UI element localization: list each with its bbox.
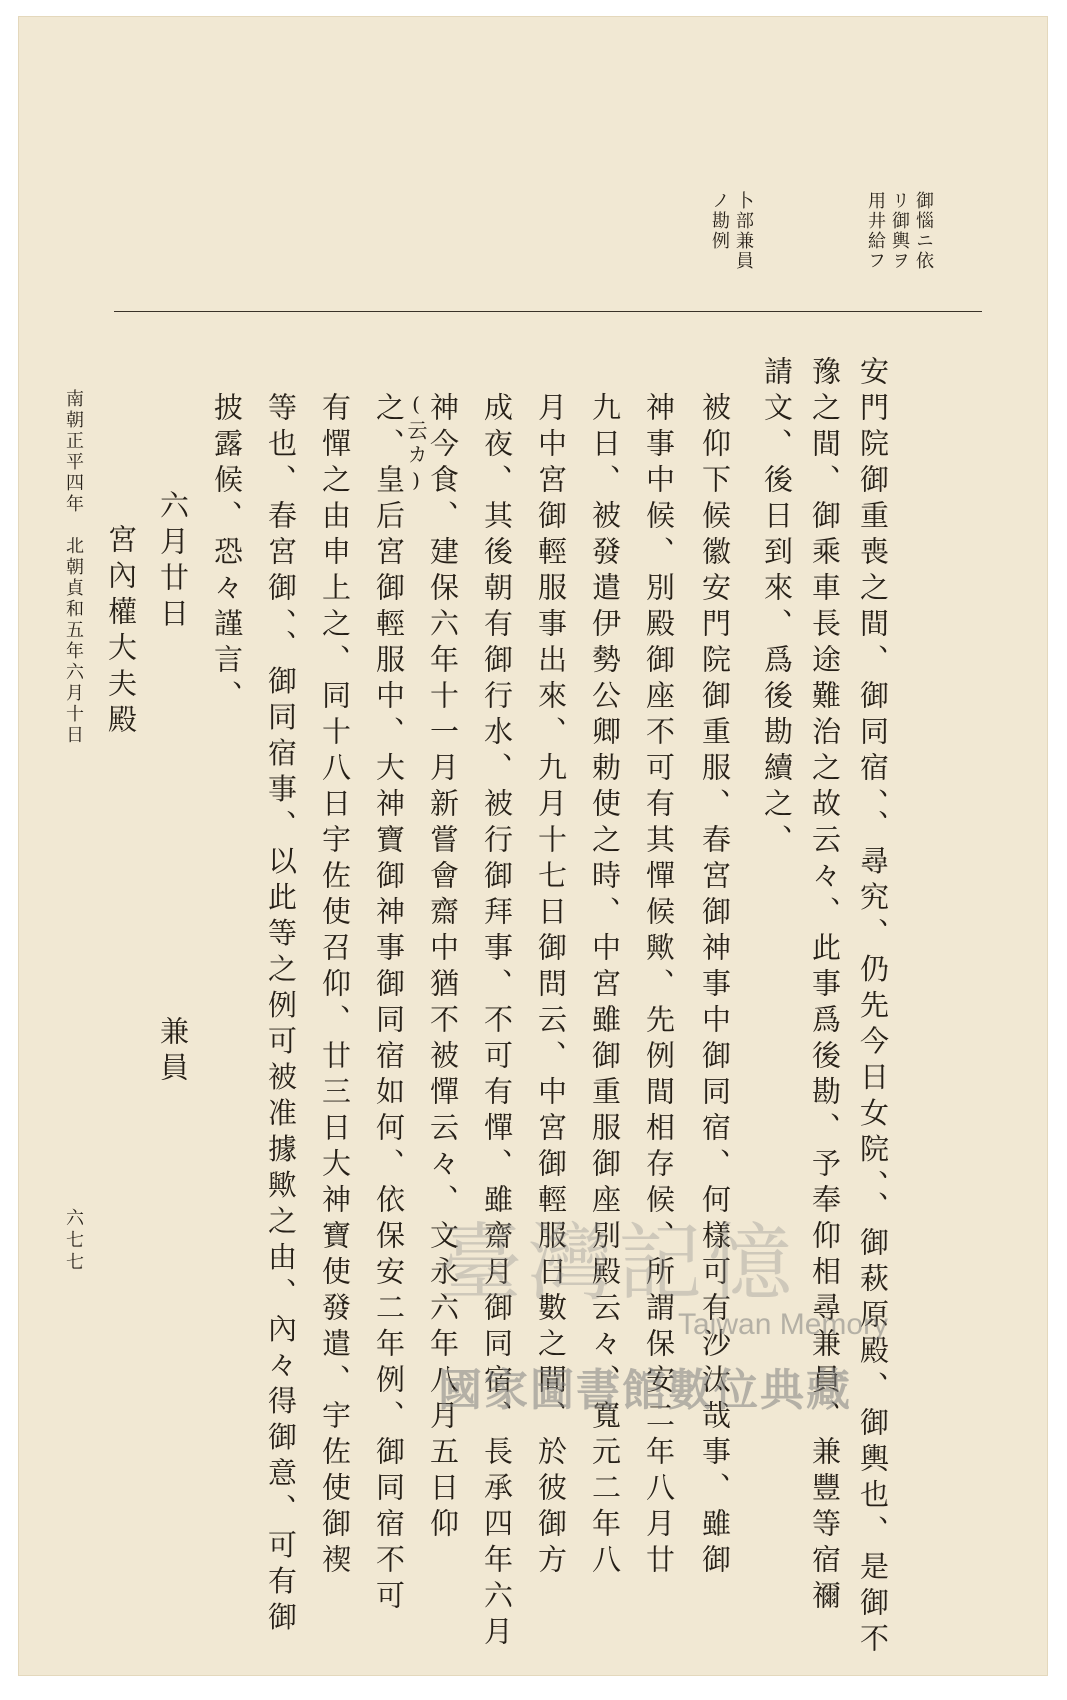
page-number: 六七七 — [63, 1208, 84, 1274]
body-column: 有憚之由申上之、同十八日宇佐使召仰、廿三日大神寶使發遣、宇佐使御禊 — [318, 392, 352, 1580]
body-column: 請文、後日到來、爲後勘續之、 — [760, 356, 794, 860]
body-column: 月中宮御輕服事出來、九月十七日御問云、中宮御輕服日數之間、於彼御方 — [534, 392, 568, 1580]
header-rule — [114, 311, 982, 312]
margin-note-1-col2: リ御輿ヲ — [889, 191, 910, 271]
body-column: 神事中候、別殿御座不可有其憚候歟、先例間相存候、所謂保安二年八月廿 — [642, 392, 676, 1580]
body-column: 豫之間、御乘車長途難治之故云々、此事爲後勘、予奉仰相尋兼員、兼豐等宿禰 — [808, 356, 842, 1616]
signature: 兼員 — [156, 1016, 190, 1088]
watermark-logo: 臺灣記憶 — [438, 1214, 799, 1312]
body-column: 成夜、其後朝有御行水、被行御拜事、不可有憚、雖齋月御同宿、長承四年六月 — [480, 392, 514, 1652]
body-column: 披露候、恐々謹言、 — [210, 392, 244, 716]
body-column: 九日、被發遣伊勢公卿勅使之時、中宮雖御重服御座別殿云々、寬元二年八 — [588, 392, 622, 1580]
era-note: 南朝正平四年 北朝貞和五年六月十日 — [63, 389, 84, 746]
body-column: 之、皇后宮御輕服中、大神寶御神事御同宿如何、依保安二年例、御同宿不可 — [372, 392, 406, 1616]
body-column: 神今食、建保六年十一月新嘗會齋中猶不被憚云々、文永六年八月五日仰 — [426, 392, 460, 1544]
margin-note-1-col1: 御惱ニ依 — [913, 191, 934, 271]
body-column: 等也、春宮御、、御同宿事、以此等之例可被准據歟之由、內々得御意、可有御 — [264, 392, 298, 1638]
document-page — [18, 16, 1048, 1676]
body-column: 安門院御重喪之間、御同宿、、尋究、仍先今日女院、、御萩原殿、御輿也、是御不 — [856, 356, 890, 1659]
margin-note-2-col2: ノ勘例 — [709, 191, 730, 251]
date-line: 六月廿日 — [156, 490, 190, 634]
body-column: 被仰下候徽安門院御重服、春宮御神事中御同宿、何樣可有沙汰哉事、雖御 — [698, 392, 732, 1580]
margin-note-2-col1: 卜部兼員 — [733, 191, 754, 271]
interlinear-note: (云カ) — [404, 392, 428, 496]
margin-note-1-col3: 用井給フ — [865, 191, 886, 271]
watermark-org: 國家圖書館數位典藏 — [438, 1365, 852, 1416]
watermark-latin: Taiwan Memory — [678, 1308, 889, 1341]
addressee: 宮內權大夫殿 — [104, 524, 138, 740]
